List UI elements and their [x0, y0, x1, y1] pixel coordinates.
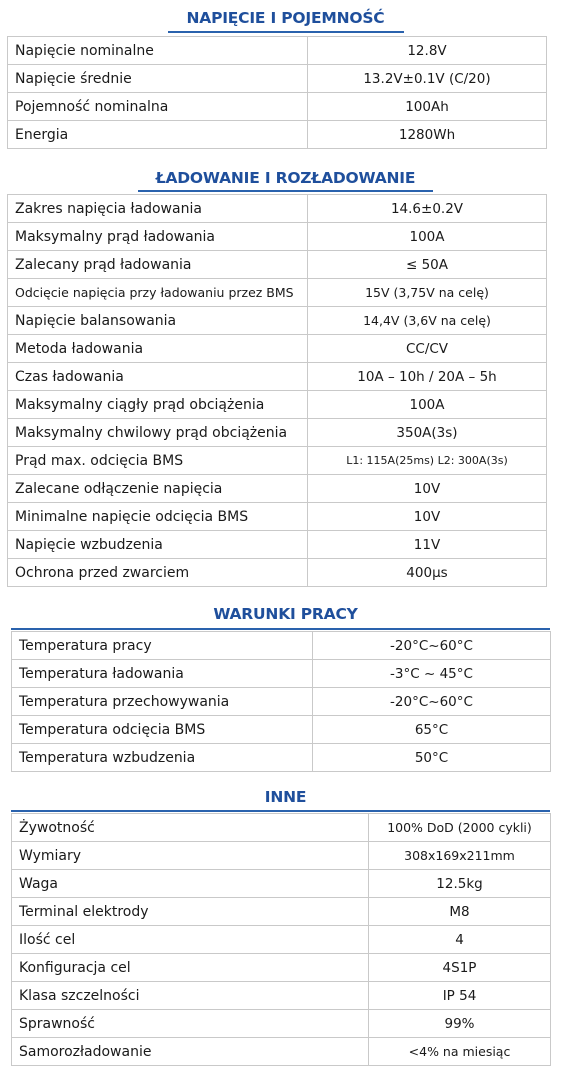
row-label: Zakres napięcia ładowania — [8, 195, 308, 223]
row-value: 100A — [308, 223, 547, 251]
table-row — [8, 279, 547, 307]
table-row — [12, 632, 551, 660]
row-value: 99% — [369, 1010, 551, 1038]
table-row — [8, 559, 547, 587]
row-value: 14,4V (3,6V na celę) — [308, 307, 547, 335]
row-value: 10V — [308, 503, 547, 531]
table-row — [12, 716, 551, 744]
row-value: 400μs — [308, 559, 547, 587]
row-value: 4 — [369, 926, 551, 954]
row-value: 11V — [308, 531, 547, 559]
row-value: M8 — [369, 898, 551, 926]
row-value: 10A – 10h / 20A – 5h — [308, 363, 547, 391]
row-value: 100% DoD (2000 cykli) — [369, 814, 551, 842]
row-label: Napięcie wzbudzenia — [8, 531, 308, 559]
table-row — [8, 391, 547, 419]
spec-table-operating-conditions — [11, 631, 551, 772]
row-value: 12.5kg — [369, 870, 551, 898]
row-value: 65°C — [313, 716, 551, 744]
section-title-charging: ŁADOWANIE I ROZŁADOWANIE — [155, 169, 416, 187]
row-label: Temperatura przechowywania — [12, 688, 313, 716]
section-title-operating-conditions: WARUNKI PRACY — [213, 605, 358, 623]
row-label: Maksymalny chwilowy prąd obciążenia — [8, 419, 308, 447]
spec-table-other — [11, 813, 551, 1066]
table-row — [12, 870, 551, 898]
row-value: 100A — [308, 391, 547, 419]
row-value: -20°C~60°C — [313, 688, 551, 716]
section-title-voltage-capacity: NAPIĘCIE I POJEMNOŚĆ — [186, 9, 385, 27]
row-value: -3°C ~ 45°C — [313, 660, 551, 688]
section-title-underline — [11, 628, 550, 630]
row-value: -20°C~60°C — [313, 632, 551, 660]
table-row — [8, 251, 547, 279]
table-row — [12, 744, 551, 772]
row-label: Klasa szczelności — [12, 982, 369, 1010]
row-label: Napięcie nominalne — [8, 37, 308, 65]
table-row — [8, 335, 547, 363]
table-row — [12, 982, 551, 1010]
row-label: Maksymalny ciągły prąd obciążenia — [8, 391, 308, 419]
row-label: Zalecane odłączenie napięcia — [8, 475, 308, 503]
row-value: IP 54 — [369, 982, 551, 1010]
row-label: Prąd max. odcięcia BMS — [8, 447, 308, 475]
table-row — [8, 503, 547, 531]
table-row — [8, 65, 547, 93]
row-label: Temperatura odcięcia BMS — [12, 716, 313, 744]
table-row — [12, 1010, 551, 1038]
row-label: Terminal elektrody — [12, 898, 369, 926]
row-label: Napięcie średnie — [8, 65, 308, 93]
table-row — [8, 195, 547, 223]
spec-table-charging — [7, 194, 547, 587]
row-label: Temperatura ładowania — [12, 660, 313, 688]
row-value: 13.2V±0.1V (C/20) — [308, 65, 547, 93]
table-row — [12, 842, 551, 870]
row-value: 10V — [308, 475, 547, 503]
row-label: Zalecany prąd ładowania — [8, 251, 308, 279]
row-label: Konfiguracja cel — [12, 954, 369, 982]
row-label: Energia — [8, 121, 308, 149]
row-label: Samorozładowanie — [12, 1038, 369, 1066]
section-title-underline — [11, 810, 550, 812]
row-label: Sprawność — [12, 1010, 369, 1038]
table-row — [8, 307, 547, 335]
row-label: Waga — [12, 870, 369, 898]
table-row — [8, 223, 547, 251]
row-value: 100Ah — [308, 93, 547, 121]
row-label: Ilość cel — [12, 926, 369, 954]
section-title-underline — [138, 190, 433, 192]
section-title-underline — [168, 31, 404, 33]
table-row — [12, 688, 551, 716]
spec-table-voltage-capacity — [7, 36, 547, 149]
row-value: 15V (3,75V na celę) — [308, 279, 547, 307]
row-value: <4% na miesiąc — [369, 1038, 551, 1066]
table-row — [12, 954, 551, 982]
table-row — [8, 37, 547, 65]
row-label: Metoda ładowania — [8, 335, 308, 363]
row-label: Minimalne napięcie odcięcia BMS — [8, 503, 308, 531]
row-value: 14.6±0.2V — [308, 195, 547, 223]
table-row — [12, 1038, 551, 1066]
table-row — [8, 363, 547, 391]
table-row — [8, 475, 547, 503]
row-label: Pojemność nominalna — [8, 93, 308, 121]
section-title-other: INNE — [264, 788, 307, 806]
table-row — [8, 93, 547, 121]
row-value: 12.8V — [308, 37, 547, 65]
table-row — [8, 419, 547, 447]
row-label: Czas ładowania — [8, 363, 308, 391]
row-label: Maksymalny prąd ładowania — [8, 223, 308, 251]
table-row — [8, 447, 547, 475]
table-row — [8, 531, 547, 559]
row-label: Odcięcie napięcia przy ładowaniu przez BMS — [8, 279, 308, 307]
table-row — [12, 926, 551, 954]
row-value: 50°C — [313, 744, 551, 772]
row-value: 350A(3s) — [308, 419, 547, 447]
row-label: Wymiary — [12, 842, 369, 870]
row-value: 1280Wh — [308, 121, 547, 149]
row-value: CC/CV — [308, 335, 547, 363]
table-row — [8, 121, 547, 149]
row-value: L1: 115A(25ms) L2: 300A(3s) — [308, 447, 547, 475]
table-row — [12, 814, 551, 842]
row-value: ≤ 50A — [308, 251, 547, 279]
table-row — [12, 660, 551, 688]
table-row — [12, 898, 551, 926]
row-value: 308x169x211mm — [369, 842, 551, 870]
row-label: Żywotność — [12, 814, 369, 842]
row-label: Ochrona przed zwarciem — [8, 559, 308, 587]
row-label: Temperatura wzbudzenia — [12, 744, 313, 772]
row-label: Temperatura pracy — [12, 632, 313, 660]
row-label: Napięcie balansowania — [8, 307, 308, 335]
row-value: 4S1P — [369, 954, 551, 982]
